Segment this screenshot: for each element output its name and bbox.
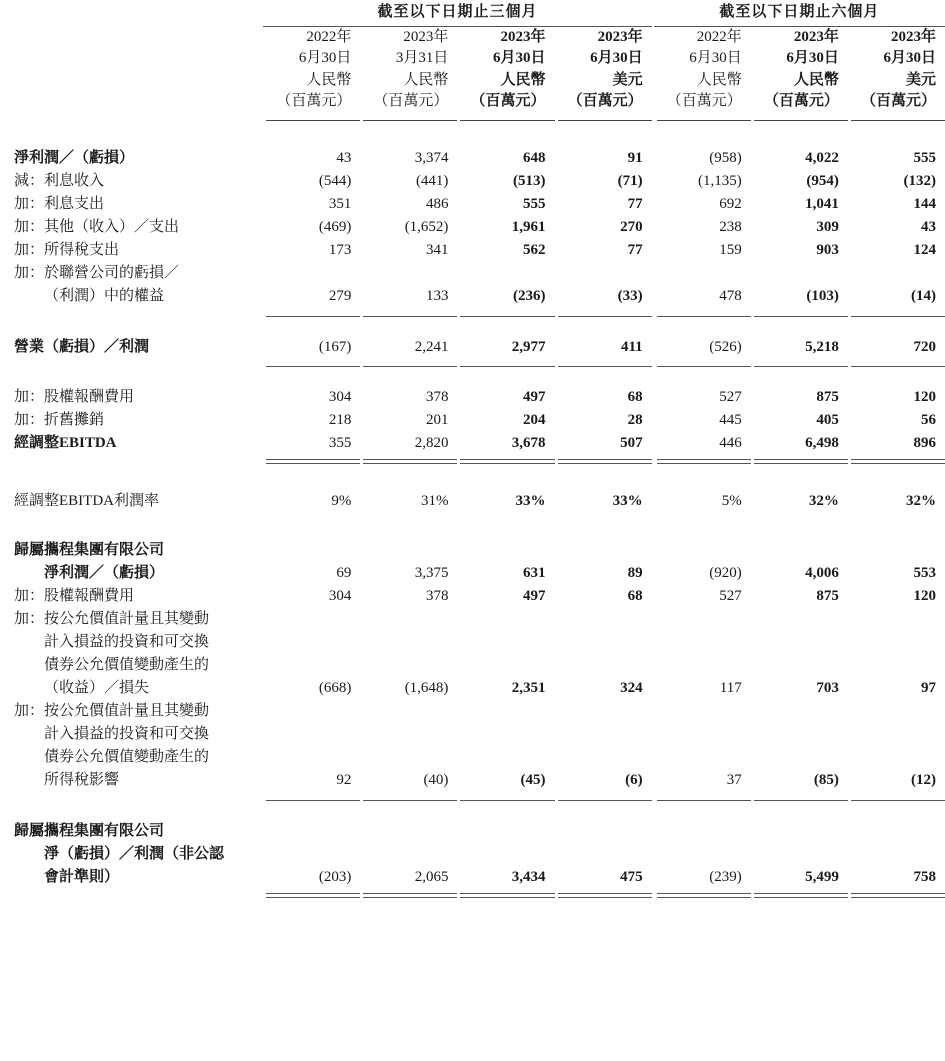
- column-header-blank: [0, 27, 263, 112]
- row-label-attributable-line2: 淨利潤／（虧損）: [44, 565, 165, 582]
- r13-c6: 875: [816, 588, 839, 605]
- table-row-adjusted-ebitda-margin: [0, 490, 945, 513]
- r14-c5: 117: [719, 680, 742, 697]
- rule-row-below-operating-profit: [0, 359, 945, 367]
- table-row-fv-tax-effect-line1: [0, 700, 945, 723]
- column-underline-1: [263, 112, 360, 121]
- col6-year: 2023年: [793, 29, 839, 45]
- column-header-3: [457, 27, 554, 112]
- r16-c4: 475: [620, 869, 643, 886]
- r4-c3: 1,961: [511, 219, 546, 236]
- r11-c4: 33%: [612, 493, 643, 510]
- row-label-add-share-based-comp-2: 加：股權報酬費用: [14, 588, 135, 605]
- rule-ebitda-7: [848, 455, 945, 464]
- col5-currency: 人民幣: [696, 71, 742, 88]
- r15-l1-blank: [263, 700, 945, 723]
- row-label-fv-gain-loss-line4: （收益）／損失: [44, 680, 150, 697]
- rule-final-top-5: [654, 792, 751, 801]
- row-label-operating-profit: 營業（虧損）／利潤: [14, 339, 150, 356]
- r15-c6: (85): [813, 772, 839, 789]
- rule-op-bot-4: [555, 359, 652, 367]
- r2-c3: (513): [513, 173, 546, 190]
- col3-date: 6月30日: [493, 50, 546, 67]
- r11-c1: 9%: [331, 493, 352, 510]
- r8-c4: 68: [627, 389, 643, 406]
- r8-c6: 875: [816, 389, 839, 406]
- col4-currency: 美元: [612, 71, 643, 88]
- r2-c4: (71): [617, 173, 643, 190]
- r15-l2-blank: [263, 723, 945, 746]
- column-underline-6: [751, 112, 848, 121]
- col7-date: 6月30日: [883, 50, 936, 67]
- row-label-nongaap-total-line1: 歸屬攜程集團有限公司: [14, 823, 165, 840]
- r6-c5: 478: [719, 288, 742, 305]
- rule-op-bot-1: [263, 359, 360, 367]
- col5-unit: （百萬元）: [666, 92, 742, 109]
- col7-currency: 美元: [905, 71, 936, 88]
- r5-c3: 562: [523, 242, 546, 259]
- rule-blank-op-bot: [0, 359, 263, 367]
- rule-final-bot-1: [263, 889, 360, 898]
- col7-year: 2023年: [890, 29, 936, 45]
- table-row-equity-affiliates: [0, 285, 945, 308]
- r2-c2: (441): [415, 173, 449, 190]
- r7-c2: 2,241: [414, 339, 449, 356]
- r10-c7: 896: [913, 435, 936, 452]
- r10-c5: 446: [719, 435, 742, 452]
- rule-op-top-4: [555, 308, 652, 317]
- table-row-fv-tax-effect: [0, 769, 945, 792]
- rule-ebitda-6: [751, 455, 848, 464]
- rule-op-bot-3: [457, 359, 554, 367]
- r15-c5: 37: [726, 772, 742, 789]
- r16-l2-blank: [263, 843, 945, 866]
- table-row-add-share-based-comp: [0, 386, 945, 409]
- r10-c6: 6,498: [805, 435, 839, 452]
- r8-c2: 378: [425, 389, 449, 406]
- col2-currency: 人民幣: [403, 71, 449, 88]
- header-corner-blank: [0, 0, 263, 25]
- rule-op-bot-7: [848, 359, 945, 367]
- r12-c6: 4,006: [805, 565, 839, 582]
- rule-op-bot-2: [360, 359, 457, 367]
- r6-c3: (236): [513, 288, 546, 305]
- rule-ebitda-2: [360, 455, 457, 464]
- column-underline-3: [457, 112, 554, 121]
- r15-c4: (6): [625, 772, 643, 789]
- r14-c2: (1,648): [404, 680, 449, 697]
- column-underline-2: [360, 112, 457, 121]
- r12-c1: 69: [336, 565, 352, 582]
- r15-c1: 92: [336, 772, 352, 789]
- r1-c5: (958): [709, 150, 742, 167]
- table-row-fv-gain-loss-line2: [0, 631, 945, 654]
- col4-year: 2023年: [597, 29, 643, 45]
- rule-row-below-ebitda: [0, 455, 945, 464]
- rule-final-top-6: [751, 792, 848, 801]
- col2-unit: （百萬元）: [373, 92, 449, 109]
- header-group-row: [0, 0, 945, 25]
- r5-c2: 341: [425, 242, 449, 259]
- r12-c7: 553: [913, 565, 936, 582]
- r14-l3-blank: [263, 654, 945, 677]
- row-label-add-income-tax-expense: 加：所得稅支出: [14, 242, 120, 259]
- column-header-2: [360, 27, 457, 112]
- r1-c7: 555: [913, 150, 936, 167]
- column-header-1: [263, 27, 360, 112]
- spacer-before-sbc: [0, 367, 945, 386]
- table-row-add-share-based-comp-2: [0, 585, 945, 608]
- table-row-fv-tax-effect-line2: [0, 723, 945, 746]
- row-label-nongaap-total-line3: 會計準則）: [44, 869, 120, 886]
- rule-ebitda-3: [457, 455, 554, 464]
- r3-c7: 144: [913, 196, 936, 213]
- column-underline-5: [654, 112, 751, 121]
- table-row-attributable-net-profit: [0, 562, 945, 585]
- rule-blank-final-bot: [0, 889, 263, 898]
- r2-c5: (1,135): [697, 173, 742, 190]
- r8-c3: 497: [523, 389, 546, 406]
- table-row-add-income-tax-expense: [0, 239, 945, 262]
- r6-c1: 279: [328, 288, 352, 305]
- rule-op-top-3: [457, 308, 554, 317]
- r15-c7: (12): [911, 772, 936, 789]
- table-row-add-depreciation-amortization: [0, 409, 945, 432]
- row-label-add-interest-expense: 加：利息支出: [14, 196, 105, 213]
- rule-row-final-double: [0, 889, 945, 898]
- row-label-fv-tax-effect-line2: 計入損益的投資和可交換: [44, 726, 210, 743]
- r7-c3: 2,977: [511, 339, 546, 356]
- r3-c4: 77: [627, 196, 643, 213]
- table-row-adjusted-ebitda: [0, 432, 945, 455]
- table-row-add-other-income-expense: [0, 216, 945, 239]
- col1-date: 6月30日: [298, 50, 352, 67]
- rule-op-bot-5: [654, 359, 751, 367]
- r1-c2: 3,374: [414, 150, 449, 167]
- col7-unit: （百萬元）: [860, 92, 936, 109]
- r9-c1: 218: [328, 412, 352, 429]
- table-row-nongaap-total-line1: [0, 820, 945, 843]
- table-row-equity-affiliates-line1: [0, 262, 945, 285]
- r14-l1-blank: [263, 608, 945, 631]
- r4-c1: (469): [318, 219, 352, 236]
- row-label-less-interest-income: 減：利息收入: [14, 173, 105, 190]
- rule-final-top-1: [263, 792, 360, 801]
- r10-c3: 3,678: [511, 435, 546, 452]
- spacer-before-margin: [0, 464, 945, 490]
- rule-final-top-2: [360, 792, 457, 801]
- r10-c2: 2,820: [414, 435, 449, 452]
- r1-c3: 648: [523, 150, 546, 167]
- r14-c1: (668): [318, 680, 352, 697]
- r7-c7: 720: [913, 339, 936, 356]
- column-header-4: [555, 27, 652, 112]
- group-title-six-months: 截至以下日期止六個月: [719, 4, 880, 20]
- rule-final-bot-3: [457, 889, 554, 898]
- r3-c1: 351: [328, 196, 352, 213]
- r2-c6: (954): [806, 173, 839, 190]
- col6-unit: （百萬元）: [763, 92, 839, 109]
- col6-date: 6月30日: [786, 50, 839, 67]
- r4-c2: (1,652): [404, 219, 449, 236]
- r6-c7: (14): [911, 288, 936, 305]
- table-row-less-interest-income: [0, 170, 945, 193]
- r8-c7: 120: [913, 389, 936, 406]
- r15-c3: (45): [520, 772, 546, 789]
- column-underline-4: [555, 112, 652, 121]
- rule-op-top-7: [848, 308, 945, 317]
- r10-c4: 507: [620, 435, 643, 452]
- r15-l3-blank: [263, 746, 945, 769]
- r6-c2: 133: [425, 288, 449, 305]
- r11-c5: 5%: [721, 493, 742, 510]
- r5-c6: 903: [816, 242, 839, 259]
- r14-c4: 324: [620, 680, 643, 697]
- r8-c5: 527: [719, 389, 742, 406]
- r7-c1: (167): [318, 339, 352, 356]
- row-label-nongaap-total-line2: 淨（虧損）／利潤（非公認: [44, 846, 225, 863]
- col3-currency: 人民幣: [500, 71, 546, 88]
- r4-c5: 238: [719, 219, 742, 236]
- table-row-nongaap-total-line2: [0, 843, 945, 866]
- r13-c5: 527: [719, 588, 742, 605]
- r16-c2: 2,065: [414, 869, 449, 886]
- underline-blank: [0, 112, 263, 121]
- r14-l2-blank: [263, 631, 945, 654]
- r5-c7: 124: [913, 242, 936, 259]
- col4-date: 6月30日: [590, 50, 643, 67]
- r3-c3: 555: [523, 196, 546, 213]
- row-label-equity-affiliates-line2: （利潤）中的權益: [44, 288, 165, 305]
- r12-line1-blank: [263, 539, 945, 562]
- r16-c5: (239): [709, 869, 742, 886]
- column-header-row: [0, 27, 945, 112]
- rule-blank-ebitda: [0, 455, 263, 464]
- r2-c1: (544): [318, 173, 352, 190]
- r11-c6: 32%: [808, 493, 839, 510]
- column-header-5: [654, 27, 751, 112]
- r13-c3: 497: [523, 588, 546, 605]
- spacer-before-operating-profit: [0, 317, 945, 336]
- r16-c7: 758: [913, 869, 936, 886]
- col1-currency: 人民幣: [306, 71, 352, 88]
- r15-c2: (40): [423, 772, 449, 789]
- r3-c2: 486: [425, 196, 449, 213]
- col3-year: 2023年: [500, 29, 546, 45]
- col2-date: 3月31日: [395, 50, 449, 67]
- col2-year: 2023年: [403, 29, 449, 45]
- r13-c7: 120: [913, 588, 936, 605]
- r12-c5: (920): [709, 565, 742, 582]
- r7-c6: 5,218: [805, 339, 839, 356]
- row-label-add-share-based-comp: 加：股權報酬費用: [14, 389, 135, 406]
- r1-c1: 43: [336, 150, 352, 167]
- col6-currency: 人民幣: [793, 71, 839, 88]
- spacer-before-final-total: [0, 801, 945, 820]
- rule-ebitda-4: [555, 455, 652, 464]
- rule-blank-op-top: [0, 308, 263, 317]
- r7-c4: 411: [620, 339, 643, 356]
- table-row-fv-tax-effect-line3: [0, 746, 945, 769]
- rule-ebitda-1: [263, 455, 360, 464]
- r6-c4: (33): [617, 288, 643, 305]
- row-label-adjusted-ebitda-margin: 經調整EBITDA利潤率: [14, 493, 159, 510]
- r5-c1: 173: [328, 242, 352, 259]
- r14-c7: 97: [921, 680, 936, 697]
- row-label-fv-gain-loss-line3: 債券公允價值變動產生的: [44, 657, 210, 674]
- rule-final-bot-6: [751, 889, 848, 898]
- r11-c7: 32%: [906, 493, 936, 510]
- r1-c4: 91: [627, 150, 643, 167]
- r2-c7: (132): [903, 173, 936, 190]
- row-label-add-other-income-expense: 加：其他（收入）／支出: [14, 219, 180, 236]
- rule-final-top-7: [848, 792, 945, 801]
- column-header-underline-row: [0, 112, 945, 121]
- rule-row-above-operating-profit: [0, 308, 945, 317]
- rule-row-above-final-total: [0, 792, 945, 801]
- r9-c3: 204: [523, 412, 546, 429]
- rule-final-bot-4: [555, 889, 652, 898]
- column-header-7: [848, 27, 945, 112]
- col5-date: 6月30日: [689, 50, 742, 67]
- rule-op-top-5: [654, 308, 751, 317]
- row-label-fv-gain-loss-line2: 計入損益的投資和可交換: [44, 634, 210, 651]
- col1-year: 2022年: [306, 29, 352, 45]
- r14-c3: 2,351: [511, 680, 546, 697]
- row-label-fv-tax-effect-line1: 加：按公允價值計量且其變動: [14, 703, 210, 720]
- r13-c4: 68: [627, 588, 643, 605]
- group-title-three-months: 截至以下日期止三個月: [377, 4, 538, 20]
- rule-op-top-1: [263, 308, 360, 317]
- row-label-adjusted-ebitda: 經調整EBITDA: [14, 435, 117, 452]
- r12-c3: 631: [523, 565, 546, 582]
- rule-blank-final-top: [0, 792, 263, 801]
- row-label-add-depreciation-amortization: 加：折舊攤銷: [14, 412, 105, 429]
- r9-c7: 56: [921, 412, 936, 429]
- r9-c6: 405: [816, 412, 839, 429]
- r13-c1: 304: [328, 588, 352, 605]
- r11-c2: 31%: [420, 493, 449, 510]
- r16-c1: (203): [318, 869, 352, 886]
- col4-unit: （百萬元）: [567, 92, 643, 109]
- rule-op-top-6: [751, 308, 848, 317]
- r8-c1: 304: [328, 389, 352, 406]
- rule-final-top-4: [555, 792, 652, 801]
- r16-c3: 3,434: [511, 869, 546, 886]
- r9-c5: 445: [719, 412, 742, 429]
- r6-line1-blank: [263, 262, 945, 285]
- r9-c2: 201: [425, 412, 449, 429]
- row-label-equity-affiliates-line1: 加：於聯營公司的虧損／: [14, 265, 180, 282]
- r3-c6: 1,041: [805, 196, 839, 213]
- rule-final-bot-5: [654, 889, 751, 898]
- r6-c6: (103): [806, 288, 839, 305]
- r10-c1: 355: [328, 435, 352, 452]
- table-row-fv-gain-loss: [0, 677, 945, 700]
- rule-op-top-2: [360, 308, 457, 317]
- table-row-fv-gain-loss-line1: [0, 608, 945, 631]
- rule-final-top-3: [457, 792, 554, 801]
- r4-c7: 43: [921, 219, 936, 236]
- spacer-before-attributable: [0, 513, 945, 539]
- r13-c2: 378: [425, 588, 449, 605]
- table-row-add-interest-expense: [0, 193, 945, 216]
- col1-unit: （百萬元）: [276, 92, 352, 109]
- col5-year: 2022年: [696, 29, 742, 45]
- r16-l1-blank: [263, 820, 945, 843]
- r1-c6: 4,022: [805, 150, 839, 167]
- r4-c6: 309: [816, 219, 839, 236]
- column-header-6: [751, 27, 848, 112]
- r5-c5: 159: [719, 242, 742, 259]
- r7-c5: (526): [709, 339, 742, 356]
- rule-ebitda-5: [654, 455, 751, 464]
- table-row-fv-gain-loss-line3: [0, 654, 945, 677]
- r4-c4: 270: [620, 219, 643, 236]
- table-row-nongaap-total: [0, 866, 945, 889]
- r12-c4: 89: [627, 565, 643, 582]
- r9-c4: 28: [627, 412, 643, 429]
- rule-op-bot-6: [751, 359, 848, 367]
- table-row-attributable-header: [0, 539, 945, 562]
- table-row-net-profit: [0, 147, 945, 170]
- row-label-fv-tax-effect-line3: 債券公允價值變動產生的: [44, 749, 210, 766]
- r14-c6: 703: [816, 680, 839, 697]
- r12-c2: 3,375: [414, 565, 449, 582]
- rule-final-bot-7: [848, 889, 945, 898]
- r11-c3: 33%: [515, 493, 546, 510]
- rule-final-bot-2: [360, 889, 457, 898]
- col3-unit: （百萬元）: [470, 92, 546, 109]
- r3-c5: 692: [719, 196, 742, 213]
- row-label-attributable-line1: 歸屬攜程集團有限公司: [14, 542, 165, 559]
- spacer-after-header: [0, 121, 945, 147]
- row-label-fv-tax-effect-line4: 所得稅影響: [44, 772, 120, 789]
- column-underline-7: [848, 112, 945, 121]
- r5-c4: 77: [627, 242, 643, 259]
- table-row-operating-profit: [0, 336, 945, 359]
- row-label-net-profit: 淨利潤／（虧損）: [14, 150, 135, 167]
- r16-c6: 5,499: [805, 869, 839, 886]
- row-label-fv-gain-loss-line1: 加：按公允價值計量且其變動: [14, 611, 210, 628]
